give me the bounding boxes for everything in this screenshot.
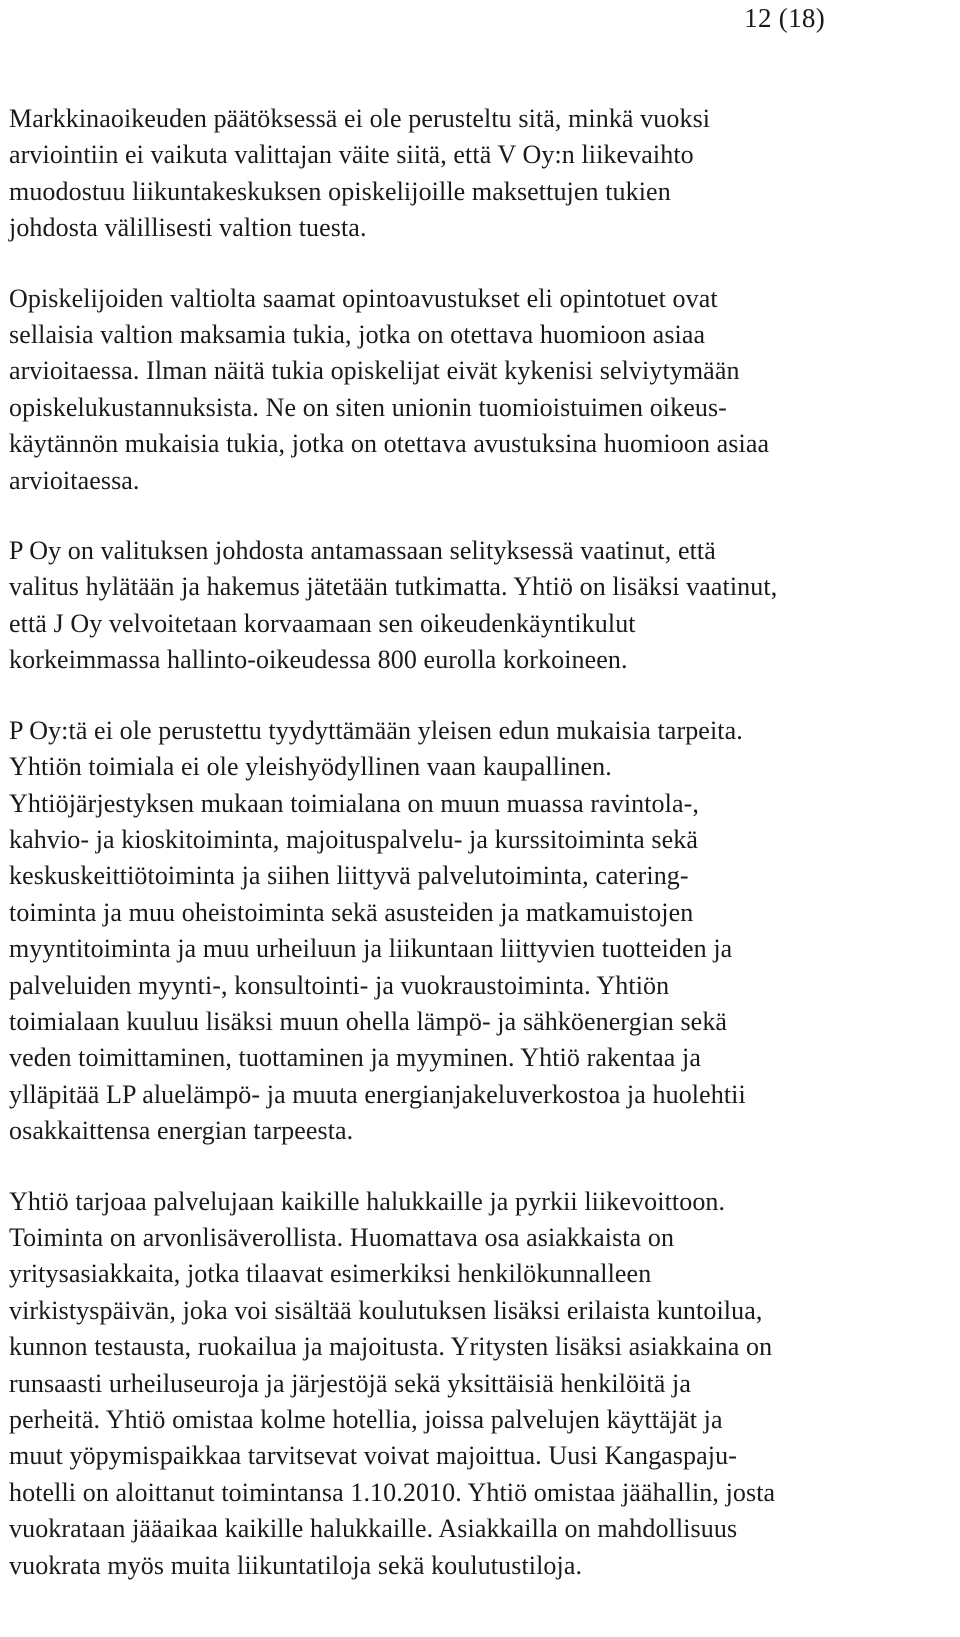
- text-line: veden toimittaminen, tuottaminen ja myyminen. Yhtiö rakentaa ja: [9, 1043, 701, 1073]
- paragraph-company-services: [9, 1184, 959, 1584]
- text-line: Markkinaoikeuden päätöksessä ei ole perusteltu sitä, minkä vuoksi: [9, 104, 711, 133]
- text-line: palveluiden myynti-, konsultointi- ja vuokraustoiminta. Yhtiön: [9, 970, 670, 1000]
- paragraph-spacer: [9, 499, 959, 533]
- text-line: arvioitaessa. Ilman näitä tukia opiskelijat eivät kykenisi selviytymään: [9, 356, 740, 386]
- text-line: virkistyspäivän, joka voi sisältää koulutuksen lisäksi erilaista kuntoilua,: [9, 1295, 763, 1325]
- paragraph-spacer: [9, 247, 959, 281]
- page-number: 12 (18): [744, 3, 825, 33]
- text-line: kunnon testausta, ruokailua ja majoitusta. Yritysten lisäksi asiakkaina on: [9, 1332, 773, 1362]
- paragraph-spacer: [9, 1150, 959, 1184]
- paragraph-student-grants: [9, 281, 959, 499]
- text-line: sellaisia valtion maksamia tukia, jotka on otettava huomioon asiaa: [9, 320, 706, 350]
- text-line: käytännön mukaisia tukia, jotka on otettava avustuksina huomioon asiaa: [9, 429, 770, 459]
- text-line: hotelli on aloittanut toimintansa 1.10.2010. Yhtiö omistaa jäähallin, josta: [9, 1477, 776, 1507]
- text-line: vuokrataan jääaikaa kaikille halukkaille. Asiakkailla on mahdollisuus: [9, 1514, 738, 1544]
- text-line: johdosta välillisesti valtion tuesta.: [9, 213, 367, 243]
- text-line: opiskelukustannuksista. Ne on siten unionin tuomioistuimen oikeus-: [9, 392, 727, 422]
- text-line: P Oy:tä ei ole perustettu tyydyttämään yleisen edun mukaisia tarpeita.: [9, 715, 743, 745]
- text-line: runsaasti urheiluseuroja ja järjestöjä sekä yksittäisiä henkilöitä ja: [9, 1368, 691, 1398]
- text-line: kahvio- ja kioskitoiminta, majoituspalvelu- ja kurssitoiminta sekä: [9, 824, 698, 854]
- text-line: muodostuu liikuntakeskuksen opiskelijoille maksettujen tukien: [9, 176, 671, 206]
- text-line: arviointiin ei vaikuta valittajan väite siitä, että V Oy:n liikevaihto: [9, 140, 694, 170]
- text-line: Yhtiö tarjoaa palvelujaan kaikille halukkaille ja pyrkii liikevoittoon.: [9, 1186, 726, 1216]
- text-line: perheitä. Yhtiö omistaa kolme hotellia, joissa palvelujen käyttäjät ja: [9, 1405, 723, 1434]
- text-line: valitus hylätään ja hakemus jätetään tutkimatta. Yhtiö on lisäksi vaatinut,: [9, 572, 778, 602]
- paragraph-respondent-claims: [9, 533, 959, 679]
- text-line: toiminta ja muu oheistoiminta sekä asusteiden ja matkamuistojen: [9, 897, 694, 927]
- text-line: Yhtiön toimiala ei ole yleishyödyllinen vaan kaupallinen.: [9, 752, 612, 782]
- text-line: arvioitaessa.: [9, 465, 140, 495]
- text-line: Yhtiöjärjestyksen mukaan toimialana on muun muassa ravintola-,: [9, 788, 699, 818]
- text-line: että J Oy velvoitetaan korvaamaan sen oikeudenkäyntikulut: [9, 608, 636, 638]
- text-line: Toiminta on arvonlisäverollista. Huomattava osa asiakkaista on: [9, 1222, 675, 1252]
- text-line: toimialaan kuuluu lisäksi muun ohella lämpö- ja sähköenergian sekä: [9, 1006, 728, 1036]
- text-line: osakkaittensa energian tarpeesta.: [9, 1116, 354, 1146]
- text-line: vuokrata myös muita liikuntatiloja sekä koulutustiloja.: [9, 1550, 583, 1580]
- text-line: myyntitoiminta ja muu urheiluun ja liikuntaan liittyvien tuotteiden ja: [9, 934, 733, 964]
- text-line: muut yöpymispaikkaa tarvitsevat voivat majoittua. Uusi Kangaspaju-: [9, 1441, 737, 1471]
- text-line: Opiskelijoiden valtiolta saamat opintoavustukset eli opintotuet ovat: [9, 283, 718, 313]
- paragraph-spacer: [9, 679, 959, 713]
- paragraph-company-field: [9, 713, 959, 1150]
- text-line: keskuskeittiötoiminta ja siihen liittyvä palvelutoiminta, catering-: [9, 861, 689, 891]
- text-line: korkeimmassa hallinto-oikeudessa 800 eurolla korkoineen.: [9, 645, 628, 675]
- document-body: [9, 101, 959, 1584]
- text-line: yritysasiakkaita, jotka tilaavat esimerkiksi henkilökunnalleen: [9, 1259, 652, 1289]
- text-line: ylläpitää LP aluelämpö- ja muuta energianjakeluverkostoa ja huolehtii: [9, 1079, 746, 1109]
- text-line: P Oy on valituksen johdosta antamassaan selityksessä vaatinut, että: [9, 536, 716, 566]
- paragraph-market-court: [9, 101, 959, 247]
